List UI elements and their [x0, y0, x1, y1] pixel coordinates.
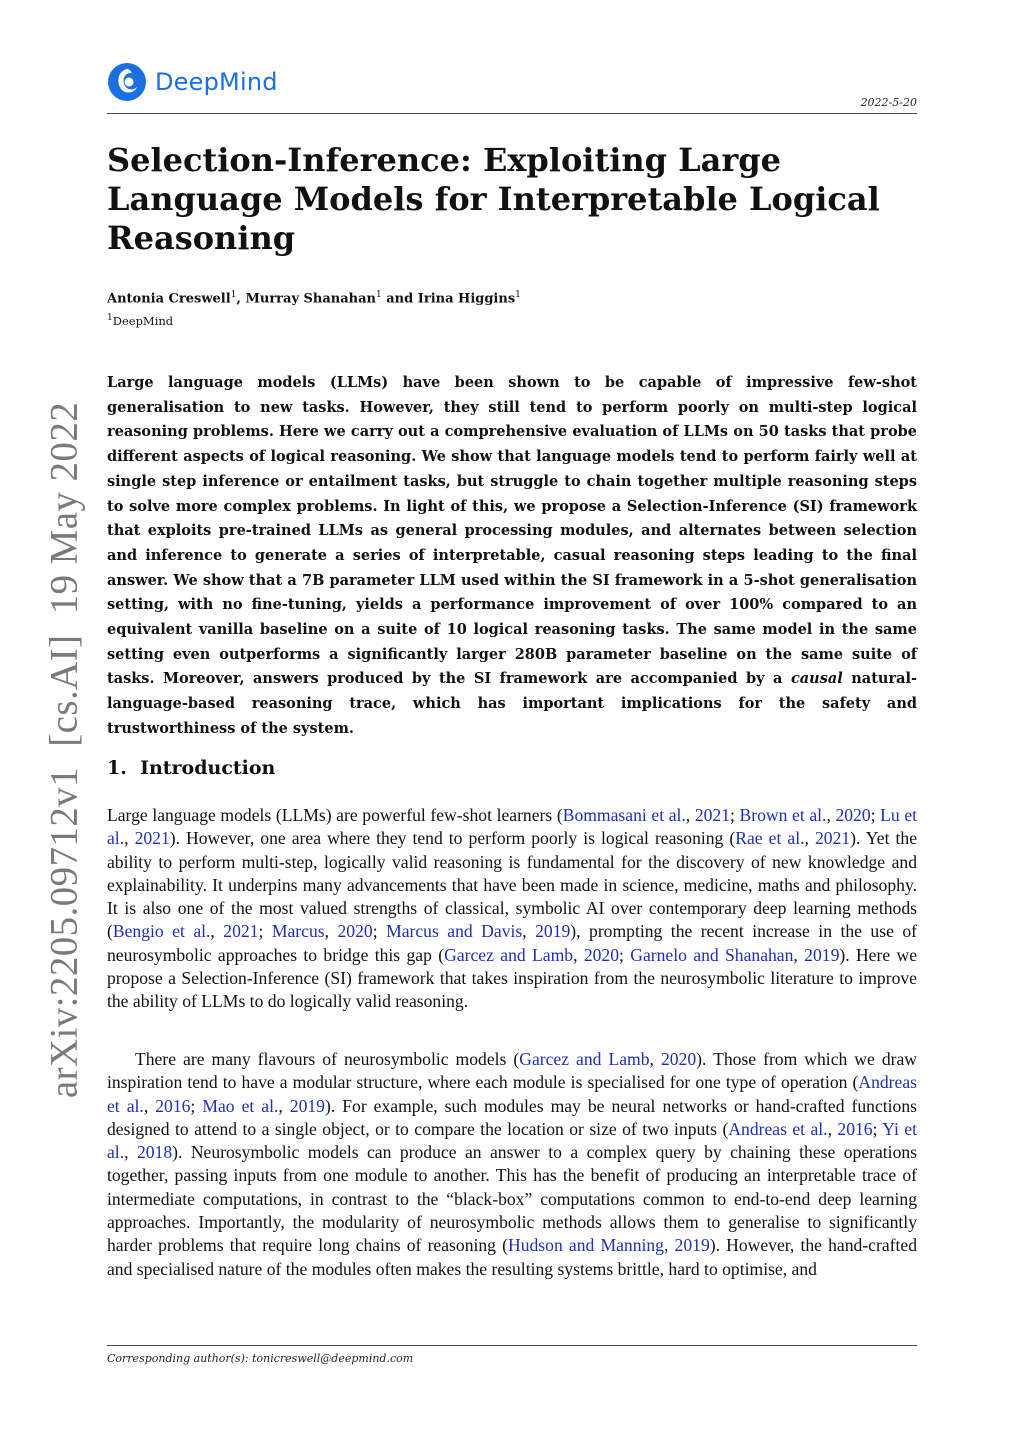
paper-date: 2022-5-20: [860, 96, 917, 109]
arxiv-stamp: arXiv:2205.09712v1 [cs.AI] 19 May 2022: [42, 401, 86, 1099]
citation-sep: ;: [190, 1095, 203, 1116]
citation-sep: ,: [826, 805, 836, 825]
citation-sep: ,: [124, 828, 135, 849]
footer-divider: [107, 1345, 917, 1346]
citation-sep: ;: [872, 1118, 883, 1139]
citation-year-link[interactable]: 2016: [837, 1118, 873, 1139]
section-heading: 1. Introduction: [107, 757, 276, 779]
citation-link[interactable]: Marcus and Davis: [386, 921, 523, 942]
author-name: Irina Higgins: [417, 291, 516, 307]
citation-link[interactable]: Bengio et al.: [112, 921, 211, 942]
citation-link[interactable]: Brown et al.: [739, 805, 827, 825]
body-text: ), prompting the recent increase in the use of neurosymbolic approaches to bridge this gap (: [107, 921, 918, 965]
body-text: There are many flavours of neurosymbolic models (: [135, 1049, 520, 1069]
affiliation: [107, 313, 173, 328]
citation-link[interactable]: Lu et al.: [107, 805, 918, 849]
citation-sep: ,: [827, 1118, 838, 1139]
citation-link[interactable]: Mao et al.: [202, 1095, 279, 1116]
citation-year-link[interactable]: 2020: [660, 1049, 697, 1069]
body-text: ). Those from which we draw inspiration tend to have a modular structure, where each module is specialised for one type of operation (: [107, 1049, 918, 1093]
header-divider: [107, 113, 917, 114]
citation-year-link[interactable]: 2021: [134, 828, 170, 849]
citation-sep: ,: [324, 921, 338, 942]
brand-name: DeepMind: [155, 68, 278, 96]
citation-sep: ,: [804, 828, 815, 849]
citation-sep: ,: [522, 921, 536, 942]
citation-link[interactable]: Andreas et al.: [107, 1072, 917, 1116]
author-separator: ,: [236, 291, 246, 307]
citation-year-link[interactable]: 2019: [804, 944, 840, 965]
citation-year-link[interactable]: 2021: [223, 921, 259, 942]
citation-year-link[interactable]: 2020: [337, 921, 373, 942]
citation-link[interactable]: Hudson and Manning: [508, 1235, 664, 1256]
citation-year-link[interactable]: 2021: [814, 828, 851, 849]
citation-year-link[interactable]: 2019: [535, 921, 571, 942]
citation-sep: ;: [730, 805, 740, 825]
author-affiliation-mark: 1: [230, 290, 237, 300]
citation-year-link[interactable]: 2020: [835, 805, 871, 825]
citation-sep: ,: [663, 1235, 675, 1256]
intro-paragraph-1: [107, 804, 917, 1014]
body-text: ). Yet the ability to perform multi-step, logically valid reasoning is fundamental for the discovery of new knowledge and explainability. It underpins many advancements that have been made in science, medicine, maths and philosophy. It is also one of the most valued strengths of classical, symbolic AI over contemporary deep learning methods (: [107, 828, 917, 942]
citation-year-link[interactable]: 2018: [136, 1142, 173, 1163]
citation-sep: ,: [685, 805, 695, 825]
abstract-emphasis: causal: [790, 670, 843, 688]
author-affiliation-mark: 1: [515, 290, 521, 300]
deepmind-logo-icon: [107, 62, 147, 102]
citation-link[interactable]: Bommasani et al.: [562, 805, 686, 825]
citation-sep: ,: [573, 944, 584, 965]
citation-sep: ,: [278, 1095, 290, 1116]
abstract: [107, 371, 917, 742]
citation-year-link[interactable]: 2021: [694, 805, 730, 825]
paper-title: Selection-Inference: Exploiting Large Language Models for Interpretable Logical Reasoning: [107, 141, 880, 257]
body-text: ). For example, such modules may be neural networks or hand-crafted functions designed to attend to a single object, or to compare the location or size of two inputs (: [107, 1095, 917, 1139]
body-text: Large language models (LLMs) are powerful few-shot learners (: [107, 805, 563, 825]
author-affiliation-mark: 1: [376, 290, 382, 300]
body-text: ). Here we propose a Selection-Inference (SI) framework that takes inspiration from the neurosymbolic literature to improve the ability of LLMs to do logically valid reasoning.: [107, 944, 918, 1012]
intro-paragraph-2: [107, 1048, 917, 1281]
author-name: Antonia Creswell: [107, 291, 231, 307]
body-text: ). Neurosymbolic models can produce an answer to a complex query by chaining these operations together, passing inputs from one module to another. This has the benefit of producing an interpretable trace of intermediate computations, in contrast to the “black-box” computations common to end-to-end deep learning approaches. Importantly, the modularity of neurosymbolic methods allows them to generalise to significantly harder problems that require long chains of reasoning (: [107, 1142, 918, 1256]
citation-sep: ,: [210, 921, 224, 942]
citation-sep: ,: [143, 1095, 156, 1116]
citation-sep: ,: [793, 944, 805, 965]
deepmind-logo: [107, 62, 278, 102]
citation-sep: ,: [124, 1142, 137, 1163]
citation-sep: ,: [649, 1049, 661, 1069]
author-list: [107, 290, 521, 306]
citation-link[interactable]: Andreas et al.: [728, 1118, 828, 1139]
affiliation-name: DeepMind: [112, 313, 174, 328]
body-text: ). However, one area where they tend to perform poorly is logical reasoning (: [169, 828, 736, 849]
author-name: Murray Shanahan: [245, 291, 376, 307]
citation-link[interactable]: Marcus: [271, 921, 325, 942]
author-separator: and: [381, 291, 418, 307]
citation-year-link[interactable]: 2019: [289, 1095, 325, 1116]
citation-link[interactable]: Yi et al.: [107, 1118, 918, 1163]
citation-link[interactable]: Garcez and Lamb: [519, 1049, 650, 1069]
corresponding-author: Corresponding author(s): tonicreswell@deepmind.com: [107, 1352, 414, 1365]
citation-sep: ;: [870, 805, 881, 825]
citation-sep: ;: [619, 944, 631, 965]
citation-sep: ;: [258, 921, 272, 942]
citation-year-link[interactable]: 2020: [583, 944, 619, 965]
abstract-text: Large language models (LLMs) have been shown to be capable of impressive few-shot generalisation to new tasks. However, they still tend to perform poorly on multi-step logical reasoning problems. Here we carry out a comprehensive evaluation of LLMs on 50 tasks that probe different aspects of logical reasoning. We show that language models tend to perform fairly well at single step inference or entailment tasks, but struggle to chain together multiple reasoning steps to solve more complex problems. In light of this, we propose a Selection-Inference (SI) framework that exploits pre-trained LLMs as general processing modules, and alternates between selection and inference to generate a series of interpretable, casual reasoning steps leading to the final answer. We show that a 7B parameter LLM used within the SI framework in a 5-shot generalisation setting, with no fine-tuning, yields a performance improvement of over 100% compared to an equivalent vanilla baseline on a suite of 10 logical reasoning tasks. The same model in the same setting even outperforms a significantly larger 280B parameter baseline on the same suite of tasks. Moreover, answers produced by the SI framework are accompanied by a: [107, 374, 917, 688]
citation-year-link[interactable]: 2019: [674, 1235, 710, 1256]
citation-year-link[interactable]: 2016: [155, 1095, 191, 1116]
abstract-text: natural-language-based reasoning trace, which has important implications for the safety and trustworthiness of the system.: [107, 670, 917, 737]
citation-link[interactable]: Garcez and Lamb: [444, 944, 574, 965]
citation-link[interactable]: Garnelo and Shanahan: [630, 944, 794, 965]
affiliation-number: 1: [107, 313, 113, 323]
citation-sep: ;: [372, 921, 387, 942]
citation-link[interactable]: Rae et al.: [735, 828, 805, 849]
body-text: ). However, the hand-crafted and specialised nature of the modules often makes the resulting systems brittle, hard to optimise, and: [107, 1235, 918, 1279]
